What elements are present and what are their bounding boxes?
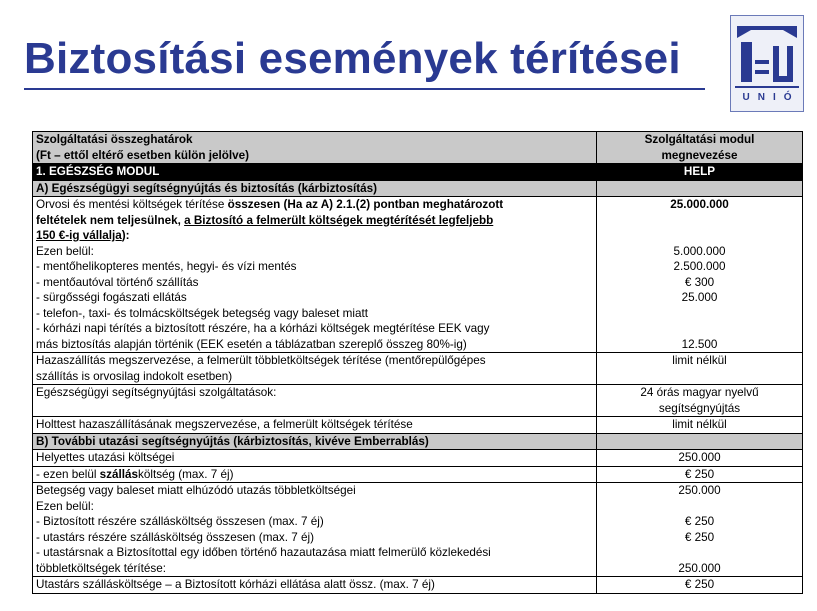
section-a-row (33, 180, 803, 197)
title-underline (24, 88, 705, 90)
orvosi-values: 25.000.000 5.000.000 2.500.000 € 300 25.000 12.500 (597, 197, 803, 353)
utastars-value: € 250 (597, 577, 803, 594)
benefits-table (32, 131, 803, 594)
hazaszallitas-label: Hazaszállítás megszervezése, a felmerült többletköltségek térítése (mentőrepülőgépes szállítás is orvosilag indokolt esetben) (33, 353, 597, 385)
segitsegnyujtas-value: 24 órás magyar nyelvű segítségnyújtás (597, 385, 803, 417)
betegseg-label: Betegség vagy baleset miatt elhúzódó utazás többletköltségei Ezen belül: - Biztosított részére szállásköltség összesen (max. 7 éj) - utastárs részére szállásköltség összesen (max. 7 éj) - utastársnak a Biztosítottal egy időben történő hazautazása miatt felmerülő közlekedési többletköltségek térítése: (33, 483, 597, 577)
betegseg-values: 250.000 € 250 € 250 250.000 (597, 483, 803, 577)
segitsegnyujtas-label: Egészségügyi segítségnyújtási szolgáltatások: (33, 385, 597, 417)
helyettes-label: Helyettes utazási költségei (33, 450, 597, 467)
section-b-row (33, 433, 803, 450)
table-row (33, 353, 803, 385)
module-name: 1. EGÉSZSÉG MODUL (33, 164, 597, 181)
hazaszallitas-value: limit nélkül (597, 353, 803, 385)
section-b-empty (597, 433, 803, 450)
table-row (33, 417, 803, 434)
section-b-title: B) További utazási segítségnyújtás (kárbiztosítás, kivéve Emberrablás) (33, 433, 597, 450)
union-logo-icon (731, 16, 803, 92)
header-module-cell: Szolgáltatási modul megnevezése (597, 132, 803, 164)
section-a-title: A) Egészségügyi segítségnyújtás és biztosítás (kárbiztosítás) (33, 180, 597, 197)
table-row (33, 577, 803, 594)
table-row (33, 450, 803, 467)
union-logo-text: UNIÓ (742, 92, 800, 103)
holttest-value: limit nélkül (597, 417, 803, 434)
table-row (33, 466, 803, 483)
module-value: HELP (597, 164, 803, 181)
table-row (33, 483, 803, 577)
table-row (33, 385, 803, 417)
utastars-label: Utastárs szállásköltsége – a Biztosított kórházi ellátása alatt össz. (max. 7 éj) (33, 577, 597, 594)
helyettes-value: 250.000 (597, 450, 803, 467)
union-logo (730, 15, 804, 112)
szallas-label: - ezen belül szállásköltség (max. 7 éj) (33, 466, 597, 483)
table-header-row (33, 132, 803, 164)
table-row (33, 197, 803, 353)
section-a-empty (597, 180, 803, 197)
page-title: Biztosítási események térítései (24, 34, 681, 83)
szallas-value: € 250 (597, 466, 803, 483)
holttest-label: Holttest hazaszállításának megszervezése, a felmerült költségek térítése (33, 417, 597, 434)
orvosi-label: Orvosi és mentési költségek térítése összesen (Ha az A) 2.1.(2) pontban meghatározott feltételek nem teljesülnek, a Biztosító a felmerült költségek megtérítését legfeljebb 150 €-ig vállalja): Ezen belül: - mentőhelikopteres mentés, hegyi- és vízi mentés - mentőautóval történő szállítás - sürgősségi fogászati ellátás - telefon-, taxi- és tolmácsköltségek betegség vagy baleset miatt - kórházi napi térítés a biztosított részére, ha a kórházi költségek megtérítése EEK vagy más biztosítás alapján történik (EEK esetén a táblázatban szereplő összeg 80%-ig) (33, 197, 597, 353)
module-row (33, 164, 803, 181)
header-limits-cell: Szolgáltatási összeghatárok (Ft – ettől eltérő esetben külön jelölve) (33, 132, 597, 164)
